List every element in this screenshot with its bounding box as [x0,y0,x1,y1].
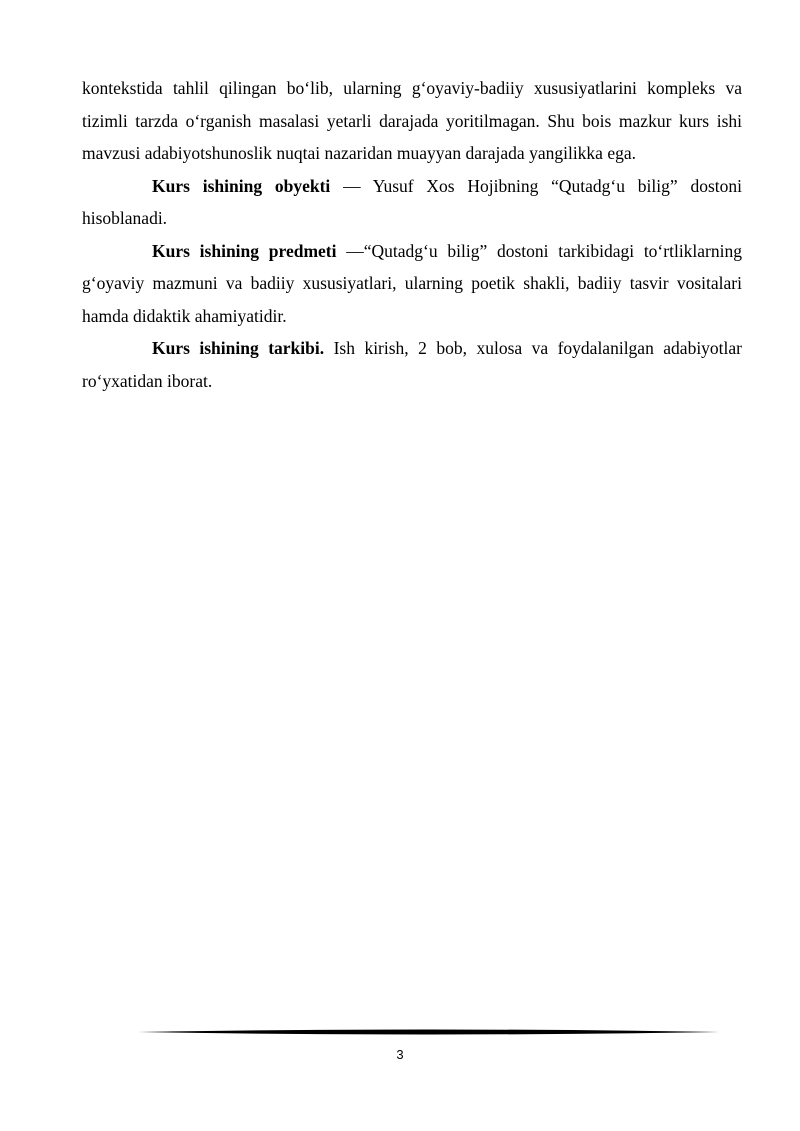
document-body [82,72,742,397]
paragraph-heading-object: Kurs ishining obyekti [152,175,331,196]
paragraph-context [82,72,742,170]
paragraph-text: — Yusuf Xos Hojibning “Qutadg‘u bilig” dostoni hisoblanadi. [82,175,742,228]
paragraph-object [82,170,742,235]
paragraph-heading-subject: Kurs ishining predmeti [152,240,337,261]
footer-divider [138,1024,720,1040]
paragraph-text: kontekstida tahlil qilingan bo‘lib, ularning g‘oyaviy-badiiy xususiyatlarini kompleks va tizimli tarzda o‘rganish masalasi yetarli darajada yoritilmagan. Shu bois mazkur kurs ishi mavzusi adabiyotshunoslik nuqtai nazaridan muayyan darajada yangilikka ega. [82,78,742,163]
paragraph-heading-structure: Kurs ishining tarkibi. [152,338,325,358]
paragraph-text: —“Qutadg‘u bilig” dostoni tarkibidagi to‘rtliklarning g‘oyaviy mazmuni va badiiy xususiyatlari, ularning poetik shakli, badiiy tasvir vositalari hamda didaktik ahamiyatidir. [82,240,742,326]
paragraph-text: Ish kirish, 2 bob, xulosa va foydalanilgan adabiyotlar ro‘yxatidan iborat. [82,338,743,391]
paragraph-subject [82,235,742,333]
paragraph-structure [82,332,742,397]
page-number: 3 [396,1047,404,1062]
